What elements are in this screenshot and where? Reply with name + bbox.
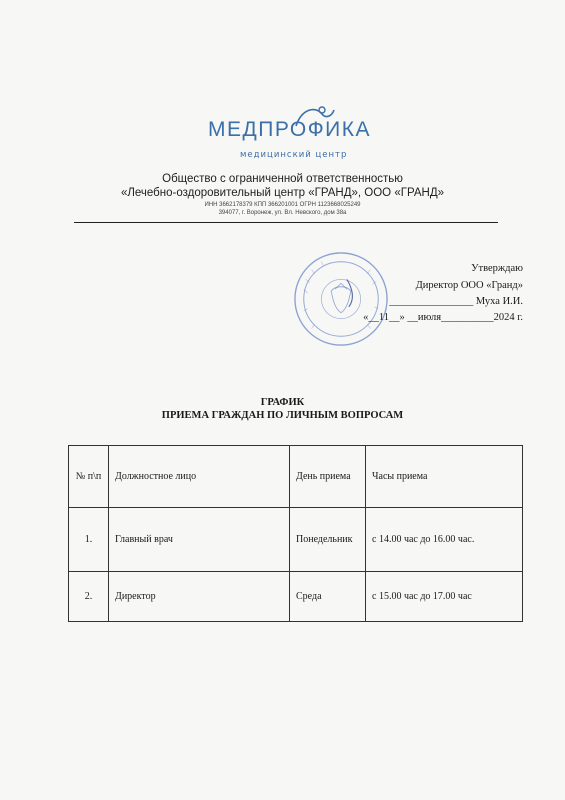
schedule-table: [68, 445, 523, 622]
header-number: № п\п: [69, 446, 109, 508]
table-header-row: [69, 446, 523, 508]
company-logo: [200, 104, 400, 174]
org-name: «Лечебно-оздоровительный центр «ГРАНД», ООО «ГРАНД»: [120, 187, 445, 199]
cell-official: Главный врач: [109, 508, 290, 572]
cell-official: Директор: [109, 572, 290, 622]
table-row: [69, 508, 523, 572]
cell-day: Среда: [290, 572, 366, 622]
cell-day: Понедельник: [290, 508, 366, 572]
approval-signatory: ________________ Муха И.И.: [389, 296, 523, 307]
logo-subtitle: медицинский центр: [240, 150, 348, 160]
org-requisites: ИНН 3662178379 КПП 366201001 ОГРН 1123668025249: [204, 202, 361, 208]
header-day: День приема: [290, 446, 366, 508]
cell-number: 1.: [69, 508, 109, 572]
approval-date: «__11__» __июля__________2024 г.: [363, 312, 523, 323]
document-subtitle: ПРИЕМА ГРАЖДАН ПО ЛИЧНЫМ ВОПРОСАМ: [161, 410, 404, 421]
cell-hours: с 14.00 час до 16.00 час.: [366, 508, 523, 572]
document-title: ГРАФИК: [260, 397, 305, 408]
table-row: [69, 572, 523, 622]
header-official: Должностное лицо: [109, 446, 290, 508]
approval-position: Директор ООО «Гранд»: [415, 280, 523, 291]
approval-label: Утверждаю: [471, 263, 523, 274]
header-divider: [74, 222, 498, 223]
cell-hours: с 15.00 час до 17.00 час: [366, 572, 523, 622]
org-address: 394077, г. Воронеж, ул. Вл. Невского, дом 38а: [218, 210, 347, 216]
header-hours: Часы приема: [366, 446, 523, 508]
cell-number: 2.: [69, 572, 109, 622]
logo-wordmark: МЕДПРОФИКА: [208, 118, 371, 141]
org-form: Общество с ограниченной ответственностью: [162, 173, 403, 185]
official-stamp-icon: [292, 250, 390, 348]
